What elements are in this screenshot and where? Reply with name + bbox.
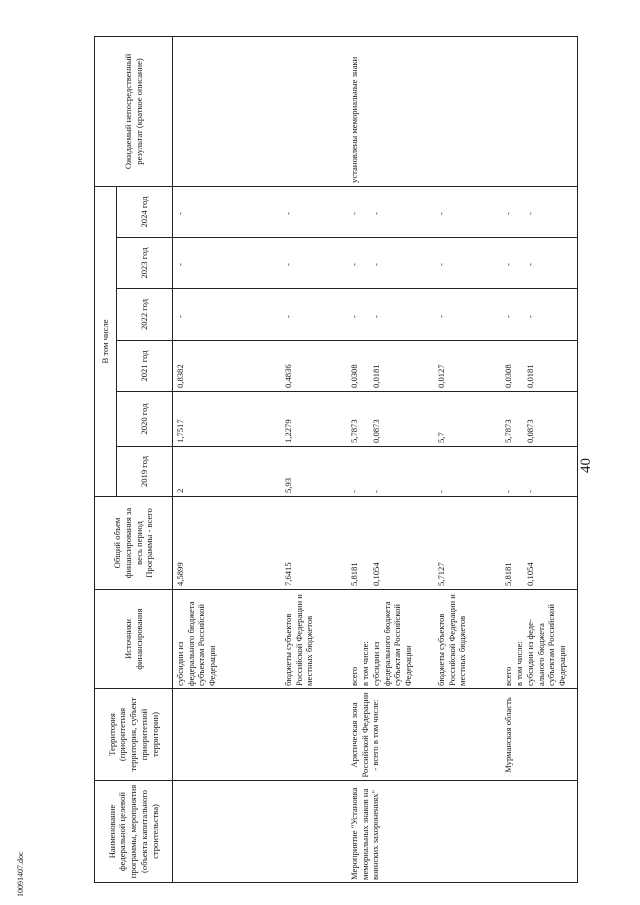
col-2019 (173, 447, 578, 497)
col-2023 (173, 238, 578, 289)
row-source: в том числе: (514, 641, 524, 686)
row-2024: - (283, 212, 293, 215)
header-year-2019: 2019 год (117, 447, 173, 497)
row-2020: 5,7873 (503, 419, 513, 443)
col-result (173, 36, 578, 186)
row-total: 4,5899 (175, 562, 185, 586)
row-2023: - (371, 263, 381, 266)
row-2024: - (436, 212, 446, 215)
col-2022 (173, 289, 578, 341)
row-2021: 0,0181 (525, 364, 535, 388)
header-source: Источники финансирования (95, 590, 173, 689)
row-2021: 0,0181 (371, 364, 381, 388)
row-2024: - (175, 212, 185, 215)
row-2019: - (371, 490, 381, 493)
row-2021: 0,0127 (436, 364, 446, 388)
row-2019: - (525, 490, 535, 493)
row-2023: - (175, 263, 185, 266)
row-total: 5,7127 (436, 562, 446, 586)
row-source: субсидии из феде-ального бюджета субъектам Российской Федерации (525, 604, 568, 686)
header-year-2021: 2021 год (117, 341, 173, 392)
row-source: всего (503, 666, 513, 686)
document-id: 10091407.doc (16, 851, 25, 897)
row-source: субсидии из федерального бюджета субъектам Российской Федерации (371, 601, 414, 686)
row-2019: 5,93 (283, 477, 293, 493)
header-year-2024: 2024 год (117, 186, 173, 237)
row-2023: - (283, 263, 293, 266)
row-2020: 5,7873 (349, 419, 359, 443)
row-2023: - (503, 263, 513, 266)
row-2024: - (503, 212, 513, 215)
row-source: всего (349, 666, 359, 686)
row-2020: 1,2279 (283, 419, 293, 443)
row-2020: 5,7 (436, 432, 446, 443)
row-2021: 0,0308 (503, 364, 513, 388)
row-total: 7,6415 (283, 562, 293, 586)
row-2022: - (283, 315, 293, 318)
header-result: Ожидаемый непосредственный результат (краткое описание) (95, 36, 173, 186)
row-source: в том числе: (360, 641, 370, 686)
row-2019: - (503, 490, 513, 493)
col-2024 (173, 186, 578, 237)
row-2023: - (436, 263, 446, 266)
row-territory: Арктическая зона Российской Федерации - всего в том числе: (349, 692, 381, 778)
row-2020: 1,7517 (175, 419, 185, 443)
row-2019: 2 (175, 488, 185, 493)
header-year-2023: 2023 год (117, 238, 173, 289)
col-2021 (173, 341, 578, 392)
row-2023: - (349, 263, 359, 266)
row-2024: - (525, 212, 535, 215)
row-2022: - (349, 315, 359, 318)
row-2021: 0,8382 (175, 364, 185, 388)
row-2022: - (525, 315, 535, 318)
row-2021: 0,4836 (283, 364, 293, 388)
col-territory (173, 689, 578, 781)
row-2019: - (349, 490, 359, 493)
col-source (173, 590, 578, 689)
row-2024: - (371, 212, 381, 215)
row-2021: 0,0308 (349, 364, 359, 388)
row-2022: - (371, 315, 381, 318)
col-name (173, 781, 578, 883)
row-2023: - (525, 263, 535, 266)
row-source: бюджеты субъектов Российской Федерации и местных бюджетов (283, 594, 315, 686)
row-2020: 0,0873 (525, 419, 535, 443)
page-number: 40 (578, 458, 594, 473)
financing-table (94, 36, 578, 883)
header-year-2022: 2022 год (117, 289, 173, 341)
row-2019: - (436, 490, 446, 493)
row-2022: - (175, 315, 185, 318)
header-year-2020: 2020 год (117, 392, 173, 447)
row-total: 0,1054 (371, 562, 381, 586)
row-2024: - (349, 212, 359, 215)
col-total (173, 497, 578, 590)
row-2020: 0,0873 (371, 419, 381, 443)
row-result: установлены мемориальные знаки (349, 56, 359, 183)
row-total: 5,8181 (503, 562, 513, 586)
header-territory: Территория (приоритетная территория, субъект приоритетной территории) (95, 689, 173, 781)
row-source: бюджеты субъектов Российской Федерации и местных бюджетов (436, 594, 468, 686)
col-2020 (173, 392, 578, 447)
row-territory: Мурманская область (503, 697, 513, 773)
row-source: субсидии из федерального бюджета субъектам Российской Федерации (175, 601, 218, 686)
header-including: В том числе (95, 186, 117, 496)
row-total: 5,8181 (349, 562, 359, 586)
row-2022: - (436, 315, 446, 318)
row-name: Мероприятие "Установка мемориальных знаков на воинских захоронениях" (349, 787, 381, 880)
row-2022: - (503, 315, 513, 318)
row-total: 0,1054 (525, 562, 535, 586)
header-total: Общий объем финансирования за весь период Программы - всего (95, 497, 173, 590)
header-name: Наименование федеральной целевой программы, мероприятия (объекта капитального строительства) (95, 781, 173, 883)
